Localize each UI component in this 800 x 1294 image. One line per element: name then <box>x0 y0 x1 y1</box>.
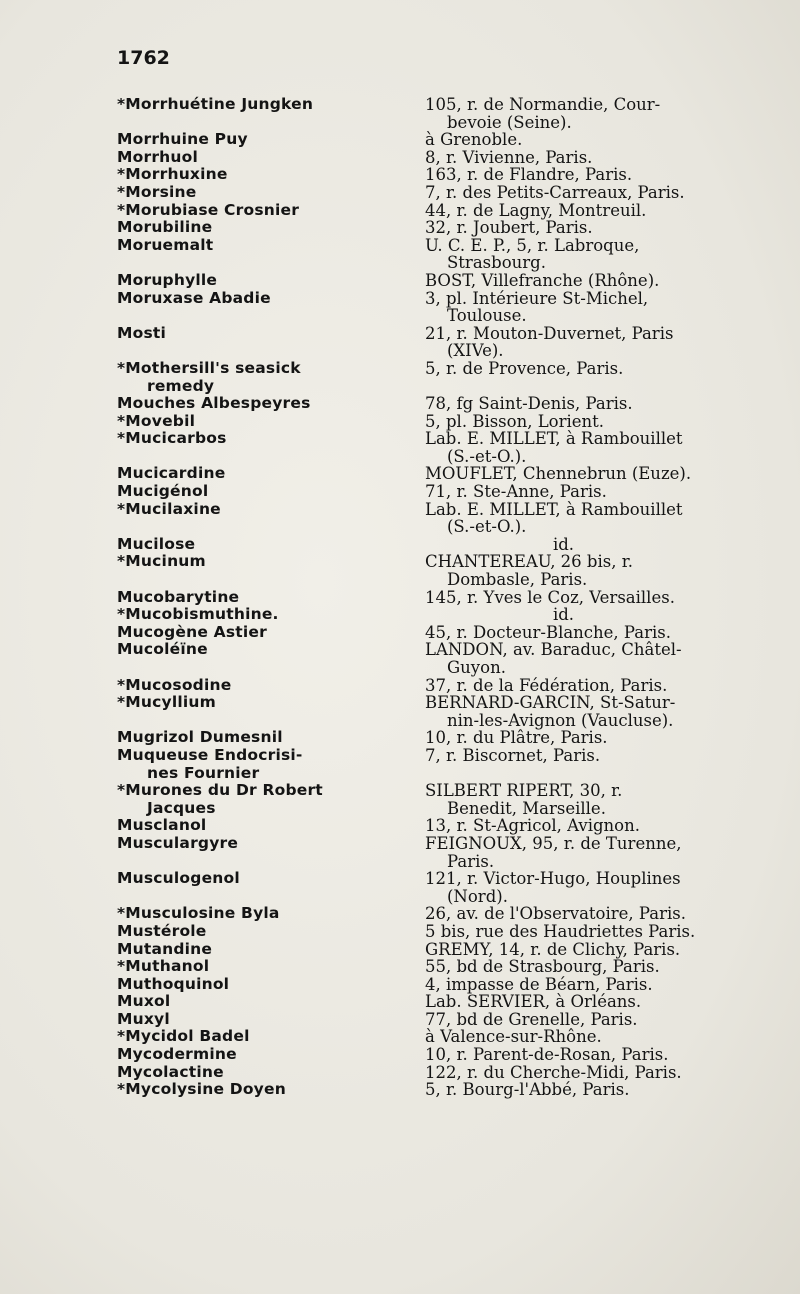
product-name <box>117 606 422 624</box>
product-name <box>117 835 422 853</box>
directory-entry <box>117 1011 772 1029</box>
address-line: LANDON, av. Baraduc, Châtel- <box>425 640 682 660</box>
product-name-line: Mucilose <box>117 534 196 553</box>
address-line: 37, r. de la Fédération, Paris. <box>425 675 668 695</box>
product-name-line: Muxyl <box>117 1009 170 1028</box>
product-name-line: Mycolactine <box>117 1062 224 1081</box>
manufacturer-address <box>422 870 772 905</box>
address-line: GREMY, 14, r. de Clichy, Paris. <box>425 939 681 959</box>
address-line: 71, r. Ste-Anne, Paris. <box>425 482 607 502</box>
directory-entry <box>117 1064 772 1082</box>
directory-entry <box>117 641 772 676</box>
manufacturer-address <box>422 1046 772 1064</box>
address-line: 5 bis, rue des Haudriettes Paris. <box>425 921 696 941</box>
directory-entry <box>117 1028 772 1046</box>
manufacturer-address <box>422 1011 772 1029</box>
directory-entry <box>117 483 772 501</box>
product-name <box>117 395 422 413</box>
product-name <box>117 360 422 395</box>
manufacturer-address <box>422 202 772 220</box>
product-name-line: *Mucilaxine <box>117 499 221 518</box>
address-line: Lab. E. MILLET, à Rambouillet <box>425 429 683 449</box>
product-name <box>117 290 422 308</box>
address-line: 7, r. des Petits-Carreaux, Paris. <box>425 182 685 202</box>
address-line: id. <box>552 605 575 625</box>
address-line: 8, r. Vivienne, Paris. <box>425 147 593 167</box>
manufacturer-address <box>422 219 772 237</box>
product-name-line: Mouches Albespeyres <box>117 394 311 413</box>
manufacturer-address <box>422 553 772 588</box>
product-name-line: *Morubiase Crosnier <box>117 200 300 219</box>
address-line: (XIVe). <box>447 341 504 361</box>
manufacturer-address <box>422 976 772 994</box>
address-line: (S.-et-O.). <box>447 446 527 466</box>
address-line: BOST, Villefranche (Rhône). <box>425 270 660 290</box>
directory-entry <box>117 149 772 167</box>
directory-entry <box>117 501 772 536</box>
manufacturer-address <box>422 993 772 1011</box>
manufacturer-address <box>422 131 772 149</box>
directory-entry <box>117 465 772 483</box>
product-name <box>117 624 422 642</box>
directory-entry <box>117 677 772 695</box>
directory-entry <box>117 360 772 395</box>
product-name-line: Mustérole <box>117 921 207 940</box>
directory-entry <box>117 166 772 184</box>
manufacturer-address <box>422 272 772 290</box>
address-line: 55, bd de Strasbourg, Paris. <box>425 957 660 977</box>
product-name <box>117 237 422 255</box>
directory-entry <box>117 870 772 905</box>
directory-entry <box>117 536 772 554</box>
address-line: 163, r. de Flandre, Paris. <box>425 165 633 185</box>
directory-entry <box>117 202 772 220</box>
address-line: 5, pl. Bisson, Lorient. <box>425 411 605 431</box>
product-name <box>117 905 422 923</box>
product-name-line: *Mucinum <box>117 552 206 571</box>
manufacturer-address <box>422 325 772 360</box>
directory-entry <box>117 993 772 1011</box>
product-name <box>117 870 422 888</box>
address-line: 105, r. de Normandie, Cour- <box>425 95 661 114</box>
address-line: Strasbourg. <box>447 253 546 273</box>
directory-entry <box>117 430 772 465</box>
manufacturer-address <box>422 606 772 624</box>
manufacturer-address <box>422 1081 772 1099</box>
product-name-line: Muxol <box>117 992 171 1011</box>
product-name-line: *Mycidol Badel <box>117 1027 250 1046</box>
manufacturer-address <box>422 184 772 202</box>
product-name-line: nes Fournier <box>147 763 260 782</box>
product-name-line: Mycodermine <box>117 1045 237 1064</box>
product-name-line: remedy <box>147 376 215 395</box>
manufacturer-address <box>422 1064 772 1082</box>
product-name-line: Mucicardine <box>117 464 226 483</box>
product-name-line: Musculogenol <box>117 869 240 888</box>
manufacturer-address <box>422 395 772 413</box>
manufacturer-address <box>422 817 772 835</box>
directory-entry <box>117 290 772 325</box>
entry-list <box>117 96 772 1099</box>
address-line: FEIGNOUX, 95, r. de Turenne, <box>425 833 682 853</box>
product-name <box>117 941 422 959</box>
product-name <box>117 553 422 571</box>
manufacturer-address <box>422 1028 772 1046</box>
directory-entry <box>117 325 772 360</box>
product-name-line: Morubiline <box>117 218 213 237</box>
directory-entry <box>117 905 772 923</box>
address-line: Lab. E. MILLET, à Rambouillet <box>425 499 683 519</box>
manufacturer-address <box>422 149 772 167</box>
address-line: nin-les-Avignon (Vaucluse). <box>447 710 674 730</box>
product-name-line: Mucogène Astier <box>117 622 267 641</box>
product-name-line: Morrhuol <box>117 147 198 166</box>
manufacturer-address <box>422 747 772 765</box>
product-name <box>117 413 422 431</box>
address-line: 121, r. Victor-Hugo, Houplines <box>425 869 681 889</box>
product-name <box>117 1028 422 1046</box>
manufacturer-address <box>422 782 772 817</box>
product-name <box>117 817 422 835</box>
product-name <box>117 729 422 747</box>
manufacturer-address <box>422 413 772 431</box>
product-name <box>117 694 422 712</box>
product-name-line: *Morrhuétine Jungken <box>117 95 314 113</box>
address-line: 10, r. du Plâtre, Paris. <box>425 728 608 748</box>
address-line: id. <box>552 534 575 554</box>
directory-entry <box>117 96 772 131</box>
product-name <box>117 219 422 237</box>
address-line: 10, r. Parent-de-Rosan, Paris. <box>425 1045 669 1065</box>
product-name <box>117 1081 422 1099</box>
address-line: (S.-et-O.). <box>447 517 527 537</box>
directory-entry <box>117 413 772 431</box>
page-number: 1762 <box>117 47 170 69</box>
product-name-line: *Murones du Dr Robert <box>117 781 323 800</box>
product-name <box>117 325 422 343</box>
address-line: 5, r. Bourg-l'Abbé, Paris. <box>425 1080 630 1100</box>
product-name <box>117 677 422 695</box>
address-line: 7, r. Biscornet, Paris. <box>425 745 601 765</box>
address-line: 13, r. St-Agricol, Avignon. <box>425 816 640 836</box>
product-name-line: Morrhuine Puy <box>117 130 248 149</box>
manufacturer-address <box>422 589 772 607</box>
manufacturer-address <box>422 694 772 729</box>
manufacturer-address <box>422 166 772 184</box>
product-name <box>117 149 422 167</box>
product-name-line: *Mycolysine Doyen <box>117 1080 286 1099</box>
manufacturer-address <box>422 536 772 554</box>
address-line: Dombasle, Paris. <box>447 570 588 590</box>
address-line: 45, r. Docteur-Blanche, Paris. <box>425 622 672 642</box>
manufacturer-address <box>422 905 772 923</box>
product-name-line: Mucoléïne <box>117 640 208 659</box>
product-name-line: Mucigénol <box>117 482 209 501</box>
directory-entry <box>117 606 772 624</box>
product-name <box>117 184 422 202</box>
address-line: 145, r. Yves le Coz, Versailles. <box>425 587 675 607</box>
product-name <box>117 1064 422 1082</box>
address-line: 21, r. Mouton-Duvernet, Paris <box>425 323 674 343</box>
product-name-line: Musculargyre <box>117 833 239 852</box>
product-name <box>117 430 422 448</box>
directory-entry <box>117 817 772 835</box>
directory-entry <box>117 184 772 202</box>
address-line: 3, pl. Intérieure St-Michel, <box>425 288 649 308</box>
product-name-line: Moruxase Abadie <box>117 288 271 307</box>
manufacturer-address <box>422 501 772 536</box>
directory-entry <box>117 589 772 607</box>
address-line: U. C. E. P., 5, r. Labroque, <box>425 235 640 255</box>
address-line: à Valence-sur-Rhône. <box>425 1027 602 1047</box>
manufacturer-address <box>422 641 772 676</box>
product-name-line: *Mucyllium <box>117 693 216 712</box>
address-line: 4, impasse de Béarn, Paris. <box>425 974 653 994</box>
address-line: Guyon. <box>447 658 506 677</box>
address-line: CHANTEREAU, 26 bis, r. <box>425 552 634 572</box>
directory-entry <box>117 694 772 729</box>
directory-entry <box>117 272 772 290</box>
address-line: à Grenoble. <box>425 130 523 150</box>
directory-entry <box>117 1081 772 1099</box>
product-name <box>117 272 422 290</box>
product-name-line: *Mucosodine <box>117 675 232 694</box>
directory-entry <box>117 941 772 959</box>
directory-entry <box>117 958 772 976</box>
product-name-line: Muthoquinol <box>117 974 230 993</box>
manufacturer-address <box>422 290 772 325</box>
manufacturer-address <box>422 96 772 131</box>
address-line: (Nord). <box>447 886 508 906</box>
product-name-line: *Morsine <box>117 182 197 201</box>
product-name <box>117 747 422 782</box>
product-name <box>117 465 422 483</box>
manufacturer-address <box>422 835 772 870</box>
address-line: 77, bd de Grenelle, Paris. <box>425 1009 638 1029</box>
address-line: 5, r. de Provence, Paris. <box>425 358 624 378</box>
product-name <box>117 202 422 220</box>
product-name <box>117 501 422 519</box>
manufacturer-address <box>422 430 772 465</box>
product-name-line: Muqueuse Endocrisi- <box>117 745 303 764</box>
product-name <box>117 589 422 607</box>
directory-entry <box>117 747 772 782</box>
product-name-line: Mucobarytine <box>117 587 240 606</box>
product-name <box>117 923 422 941</box>
address-line: bevoie (Seine). <box>447 112 572 132</box>
manufacturer-address <box>422 941 772 959</box>
address-line: 44, r. de Lagny, Montreuil. <box>425 200 647 220</box>
address-line: SILBERT RIPERT, 30, r. <box>425 781 623 801</box>
product-name-line: Musclanol <box>117 816 207 835</box>
directory-entry <box>117 131 772 149</box>
product-name <box>117 1046 422 1064</box>
directory-entry <box>117 782 772 817</box>
directory-entry <box>117 729 772 747</box>
product-name-line: *Mothersill's seasick <box>117 358 301 377</box>
address-line: 32, r. Joubert, Paris. <box>425 218 593 238</box>
product-name-line: Mutandine <box>117 939 213 958</box>
manufacturer-address <box>422 360 772 378</box>
manufacturer-address <box>422 958 772 976</box>
product-name-line: *Musculosine Byla <box>117 904 280 923</box>
manufacturer-address <box>422 923 772 941</box>
product-name <box>117 976 422 994</box>
directory-entry <box>117 219 772 237</box>
product-name <box>117 131 422 149</box>
product-name-line: *Mucobismuthine. <box>117 605 279 624</box>
product-name-line: *Mucicarbos <box>117 429 227 448</box>
directory-entry <box>117 553 772 588</box>
manufacturer-address <box>422 465 772 483</box>
address-line: Lab. SERVIER, à Orléans. <box>425 992 642 1012</box>
product-name <box>117 166 422 184</box>
address-line: 78, fg Saint-Denis, Paris. <box>425 394 633 414</box>
address-line: Paris. <box>447 851 495 871</box>
product-name <box>117 483 422 501</box>
directory-entry <box>117 976 772 994</box>
product-name <box>117 96 422 114</box>
directory-entry <box>117 395 772 413</box>
address-line: MOUFLET, Chennebrun (Euze). <box>425 464 692 484</box>
address-line: Benedit, Marseille. <box>447 798 606 818</box>
product-name <box>117 536 422 554</box>
product-name-line: Jacques <box>147 798 216 817</box>
directory-entry <box>117 237 772 272</box>
directory-entry <box>117 835 772 870</box>
product-name <box>117 1011 422 1029</box>
product-name-line: Mugrizol Dumesnil <box>117 728 283 747</box>
manufacturer-address <box>422 677 772 695</box>
address-line: Toulouse. <box>447 306 527 326</box>
product-name-line: *Movebil <box>117 411 196 430</box>
address-line: 26, av. de l'Observatoire, Paris. <box>425 904 686 924</box>
product-name-line: Mosti <box>117 323 167 342</box>
directory-entry <box>117 624 772 642</box>
product-name-line: *Muthanol <box>117 957 210 976</box>
product-name <box>117 782 422 817</box>
manufacturer-address <box>422 483 772 501</box>
address-line: BERNARD-GARCIN, St-Satur- <box>425 693 676 713</box>
product-name-line: *Morrhuxine <box>117 165 228 184</box>
directory-entry <box>117 923 772 941</box>
product-name <box>117 958 422 976</box>
product-name-line: Moruphylle <box>117 270 218 289</box>
manufacturer-address <box>422 237 772 272</box>
product-name <box>117 641 422 659</box>
manufacturer-address <box>422 729 772 747</box>
product-name <box>117 993 422 1011</box>
address-line: 122, r. du Cherche-Midi, Paris. <box>425 1062 682 1082</box>
directory-entry <box>117 1046 772 1064</box>
product-name-line: Moruemalt <box>117 235 214 254</box>
manufacturer-address <box>422 624 772 642</box>
